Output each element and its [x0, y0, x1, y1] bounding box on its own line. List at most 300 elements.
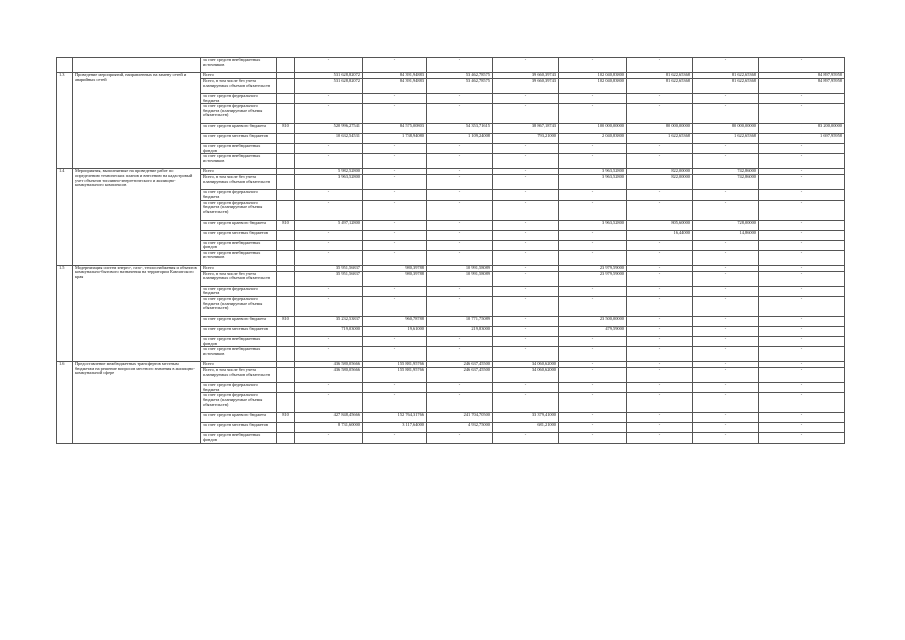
- section-number: 1.4: [57, 169, 73, 265]
- amount-cell: -: [295, 94, 363, 104]
- amount-cell: -: [559, 423, 627, 433]
- amount-cell: 742,86000: [693, 175, 759, 190]
- amount-cell: 102 040,83800: [559, 73, 627, 79]
- amount-cell: -: [493, 240, 559, 250]
- amount-cell: -: [759, 423, 845, 433]
- amount-cell: 10 991,58089: [427, 265, 493, 271]
- amount-cell: -: [363, 200, 427, 220]
- amount-cell: -: [627, 200, 693, 220]
- amount-cell: -: [627, 413, 693, 423]
- amount-cell: 822,00000: [627, 175, 693, 190]
- amount-cell: 681,21000: [493, 423, 559, 433]
- amount-cell: -: [759, 393, 845, 413]
- amount-cell: -: [295, 383, 363, 393]
- amount-cell: -: [759, 190, 845, 200]
- amount-cell: 81 622,65368: [693, 73, 759, 79]
- amount-cell: -: [427, 433, 493, 443]
- amount-cell: 34 060,62000: [493, 362, 559, 368]
- funding-source: за счет средств местных бюджетов: [201, 326, 277, 336]
- amount-cell: -: [627, 362, 693, 368]
- amount-cell: -: [493, 200, 559, 220]
- amount-cell: -: [559, 200, 627, 220]
- budget-code: [277, 144, 295, 154]
- budget-code: [277, 104, 295, 124]
- amount-cell: -: [559, 94, 627, 104]
- amount-cell: -: [759, 265, 845, 271]
- amount-cell: 35 951,56837: [295, 271, 363, 286]
- amount-cell: 38 867,18743: [493, 124, 559, 134]
- funding-source: за счет средств внебюджетных фондов: [201, 144, 277, 154]
- budget-code: [277, 393, 295, 413]
- amount-cell: 53 462,78575: [427, 73, 493, 79]
- budget-code: [277, 175, 295, 190]
- amount-cell: 10 632,54531: [295, 134, 363, 144]
- amount-cell: -: [559, 58, 627, 73]
- amount-cell: 35 951,56837: [295, 265, 363, 271]
- funding-source: за счет средств внебюджетных фондов: [201, 433, 277, 443]
- amount-cell: 436 580,05666: [295, 362, 363, 368]
- amount-cell: -: [493, 220, 559, 230]
- amount-cell: -: [559, 336, 627, 346]
- amount-cell: -: [759, 433, 845, 443]
- amount-cell: -: [493, 271, 559, 286]
- amount-cell: -: [759, 296, 845, 316]
- amount-cell: -: [627, 393, 693, 413]
- amount-cell: -: [363, 240, 427, 250]
- amount-cell: 81 622,65368: [693, 79, 759, 94]
- amount-cell: -: [693, 423, 759, 433]
- amount-cell: 84 897,95958: [759, 73, 845, 79]
- amount-cell: 10 991,58089: [427, 271, 493, 286]
- amount-cell: -: [693, 362, 759, 368]
- funding-source: за счет средств местных бюджетов: [201, 230, 277, 240]
- amount-cell: -: [693, 250, 759, 265]
- amount-cell: -: [427, 104, 493, 124]
- amount-cell: -: [493, 175, 559, 190]
- amount-cell: 219,83000: [427, 326, 493, 336]
- budget-code: [277, 433, 295, 443]
- amount-cell: 83 200,00000: [759, 124, 845, 134]
- amount-cell: -: [427, 58, 493, 73]
- amount-cell: -: [759, 104, 845, 124]
- funding-source: за счет средств федерального бюджета: [201, 190, 277, 200]
- amount-cell: 3 117,64000: [363, 423, 427, 433]
- amount-cell: -: [493, 296, 559, 316]
- amount-cell: -: [759, 316, 845, 326]
- amount-cell: 4 932,75000: [427, 423, 493, 433]
- amount-cell: 960,78788: [363, 316, 427, 326]
- amount-cell: -: [759, 286, 845, 296]
- amount-cell: 1 697,95958: [759, 134, 845, 144]
- amount-cell: -: [559, 413, 627, 423]
- amount-cell: -: [295, 154, 363, 169]
- amount-cell: -: [363, 230, 427, 240]
- amount-cell: -: [295, 286, 363, 296]
- amount-cell: 84 391,94883: [363, 79, 427, 94]
- amount-cell: 241 704,70500: [427, 413, 493, 423]
- amount-cell: -: [627, 423, 693, 433]
- amount-cell: 35 232,53837: [295, 316, 363, 326]
- amount-cell: 3 963,52800: [559, 175, 627, 190]
- amount-cell: -: [493, 94, 559, 104]
- amount-cell: 23 979,59000: [559, 271, 627, 286]
- budget-code: [277, 296, 295, 316]
- amount-cell: 84 897,95958: [759, 79, 845, 94]
- amount-cell: -: [559, 250, 627, 265]
- section-name: Предоставление межбюджетных трансфертов местным бюджетам на решение вопросов местного значения в жилищно-коммунальной сфере: [73, 362, 201, 443]
- amount-cell: -: [363, 250, 427, 265]
- amount-cell: -: [427, 383, 493, 393]
- amount-cell: -: [627, 368, 693, 383]
- amount-cell: -: [427, 169, 493, 175]
- amount-cell: -: [693, 94, 759, 104]
- amount-cell: 822,00000: [627, 169, 693, 175]
- amount-cell: -: [363, 336, 427, 346]
- amount-cell: -: [627, 286, 693, 296]
- amount-cell: 84 575,00803: [363, 124, 427, 134]
- amount-cell: -: [693, 286, 759, 296]
- amount-cell: -: [363, 190, 427, 200]
- amount-cell: -: [363, 94, 427, 104]
- budget-code: [277, 423, 295, 433]
- section-number: 1.5: [57, 265, 73, 361]
- budget-code: [277, 230, 295, 240]
- amount-cell: -: [493, 230, 559, 240]
- amount-cell: 33 379,41000: [493, 413, 559, 423]
- section-number: [57, 58, 73, 73]
- amount-cell: -: [759, 413, 845, 423]
- amount-cell: 155 881,95766: [363, 368, 427, 383]
- funding-source: за счет средств федерального бюджета: [201, 94, 277, 104]
- amount-cell: -: [627, 104, 693, 124]
- amount-cell: -: [693, 296, 759, 316]
- amount-cell: -: [295, 433, 363, 443]
- budget-code: 810: [277, 124, 295, 134]
- budget-code: 810: [277, 316, 295, 326]
- funding-source: за счет средств краевого бюджета: [201, 220, 277, 230]
- amount-cell: 16,44000: [627, 230, 693, 240]
- amount-cell: -: [427, 347, 493, 362]
- budget-code: [277, 190, 295, 200]
- funding-source: за счет средств краевого бюджета: [201, 316, 277, 326]
- funding-source: за счет средств федерального бюджета (планируемые объемы обязательств): [201, 104, 277, 124]
- amount-cell: 155 881,95766: [363, 362, 427, 368]
- amount-cell: 520 996,27541: [295, 124, 363, 134]
- budget-code: [277, 94, 295, 104]
- amount-cell: 719,03000: [295, 326, 363, 336]
- amount-cell: -: [627, 240, 693, 250]
- amount-cell: -: [759, 250, 845, 265]
- amount-cell: -: [295, 393, 363, 413]
- amount-cell: -: [627, 271, 693, 286]
- amount-cell: -: [627, 144, 693, 154]
- amount-cell: -: [627, 347, 693, 362]
- amount-cell: -: [559, 240, 627, 250]
- budget-code: [277, 336, 295, 346]
- funding-source: за счет средств федерального бюджета: [201, 286, 277, 296]
- amount-cell: -: [493, 144, 559, 154]
- amount-cell: -: [693, 265, 759, 271]
- budget-code: [277, 368, 295, 383]
- amount-cell: 980,39788: [363, 265, 427, 271]
- amount-cell: 531 628,82072: [295, 73, 363, 79]
- amount-cell: 81 622,65368: [627, 79, 693, 94]
- amount-cell: 80 000,00000: [627, 124, 693, 134]
- amount-cell: -: [493, 169, 559, 175]
- funding-source: Всего: [201, 362, 277, 368]
- funding-source: за счет средств федерального бюджета: [201, 383, 277, 393]
- amount-cell: -: [559, 296, 627, 316]
- budget-code: 810: [277, 220, 295, 230]
- amount-cell: -: [693, 368, 759, 383]
- amount-cell: 84 391,94883: [363, 73, 427, 79]
- amount-cell: 1 738,94080: [363, 134, 427, 144]
- amount-cell: -: [427, 154, 493, 169]
- amount-cell: -: [693, 240, 759, 250]
- amount-cell: 14,86000: [693, 230, 759, 240]
- amount-cell: 427 848,45666: [295, 413, 363, 423]
- funding-source: за счет средств местных бюджетов: [201, 423, 277, 433]
- amount-cell: -: [559, 104, 627, 124]
- amount-cell: -: [295, 347, 363, 362]
- amount-cell: -: [627, 316, 693, 326]
- amount-cell: -: [559, 286, 627, 296]
- amount-cell: -: [427, 286, 493, 296]
- funding-source: Всего: [201, 265, 277, 271]
- budget-code: [277, 154, 295, 169]
- funding-source: за счет средств внебюджетных источников: [201, 58, 277, 73]
- funding-source: за счет средств федерального бюджета (планируемые объемы обязательств): [201, 393, 277, 413]
- amount-cell: -: [363, 144, 427, 154]
- amount-cell: -: [693, 316, 759, 326]
- amount-cell: -: [493, 250, 559, 265]
- section-name: Модернизация систем энерго-, газо-, теплоснабжения и объектов коммунально-бытового назначения на территории Камчатского края: [73, 265, 201, 361]
- amount-cell: -: [759, 347, 845, 362]
- table-row: [57, 58, 845, 73]
- amount-cell: 1 622,65368: [627, 134, 693, 144]
- amount-cell: -: [759, 240, 845, 250]
- amount-cell: 5 497,12800: [295, 220, 363, 230]
- funding-source: Всего, в том числе без учета планируемых объемов обязательств: [201, 368, 277, 383]
- amount-cell: -: [295, 104, 363, 124]
- amount-cell: -: [427, 336, 493, 346]
- amount-cell: 39 660,39743: [493, 79, 559, 94]
- amount-cell: -: [559, 144, 627, 154]
- amount-cell: -: [693, 200, 759, 220]
- budget-code: [277, 200, 295, 220]
- amount-cell: 100 000,00000: [559, 124, 627, 134]
- amount-cell: 5 982,52800: [295, 169, 363, 175]
- amount-cell: -: [493, 154, 559, 169]
- budget-code: [277, 286, 295, 296]
- amount-cell: 152 764,31766: [363, 413, 427, 423]
- amount-cell: -: [759, 336, 845, 346]
- amount-cell: 54 353,71615: [427, 124, 493, 134]
- amount-cell: -: [427, 240, 493, 250]
- amount-cell: -: [427, 200, 493, 220]
- amount-cell: -: [559, 190, 627, 200]
- amount-cell: -: [363, 433, 427, 443]
- amount-cell: -: [363, 220, 427, 230]
- amount-cell: 3 963,52800: [559, 220, 627, 230]
- amount-cell: -: [493, 383, 559, 393]
- amount-cell: 436 580,05666: [295, 368, 363, 383]
- amount-cell: -: [427, 230, 493, 240]
- amount-cell: 80 000,00000: [693, 124, 759, 134]
- amount-cell: -: [693, 271, 759, 286]
- funding-source: за счет средств внебюджетных источников: [201, 250, 277, 265]
- amount-cell: 742,86000: [693, 169, 759, 175]
- amount-cell: -: [559, 362, 627, 368]
- amount-cell: -: [759, 154, 845, 169]
- amount-cell: -: [493, 326, 559, 336]
- amount-cell: -: [295, 250, 363, 265]
- amount-cell: 246 637,45500: [427, 362, 493, 368]
- amount-cell: -: [627, 383, 693, 393]
- amount-cell: -: [759, 326, 845, 336]
- amount-cell: -: [627, 433, 693, 443]
- amount-cell: -: [627, 336, 693, 346]
- amount-cell: 246 637,45500: [427, 368, 493, 383]
- amount-cell: 3 963,52800: [295, 175, 363, 190]
- amount-cell: -: [759, 368, 845, 383]
- funding-source: Всего, в том числе без учета планируемых объемов обязательств: [201, 79, 277, 94]
- funding-source: за счет средств внебюджетных источников: [201, 347, 277, 362]
- amount-cell: -: [295, 58, 363, 73]
- amount-cell: -: [627, 250, 693, 265]
- amount-cell: -: [693, 433, 759, 443]
- amount-cell: 728,00000: [693, 220, 759, 230]
- amount-cell: -: [759, 94, 845, 104]
- amount-cell: -: [493, 393, 559, 413]
- amount-cell: -: [493, 336, 559, 346]
- table-body: [57, 58, 845, 444]
- section-number: 1.3: [57, 73, 73, 169]
- amount-cell: -: [693, 393, 759, 413]
- amount-cell: 531 628,82072: [295, 79, 363, 94]
- funding-source: за счет средств внебюджетных источников: [201, 154, 277, 169]
- amount-cell: -: [759, 362, 845, 368]
- budget-code: 810: [277, 413, 295, 423]
- amount-cell: -: [493, 433, 559, 443]
- funding-source: Всего, в том числе без учета планируемых объемов обязательств: [201, 175, 277, 190]
- amount-cell: -: [759, 175, 845, 190]
- amount-cell: -: [493, 58, 559, 73]
- amount-cell: -: [295, 200, 363, 220]
- amount-cell: -: [493, 347, 559, 362]
- budget-code: [277, 383, 295, 393]
- budget-code: [277, 134, 295, 144]
- amount-cell: 3 963,52800: [559, 169, 627, 175]
- budget-code: [277, 58, 295, 73]
- amount-cell: -: [295, 230, 363, 240]
- amount-cell: -: [427, 175, 493, 190]
- amount-cell: -: [759, 169, 845, 175]
- budget-code: [277, 347, 295, 362]
- amount-cell: -: [427, 190, 493, 200]
- amount-cell: 10 771,75089: [427, 316, 493, 326]
- amount-cell: -: [363, 104, 427, 124]
- section-name: Мероприятия, выполняемые на проведение работ по определению технических планов и внесению на кадастровый учет объектов топливно-энергетического и жилищно-коммунального комплексов: [73, 169, 201, 265]
- amount-cell: -: [759, 220, 845, 230]
- amount-cell: -: [559, 433, 627, 443]
- amount-cell: -: [427, 296, 493, 316]
- amount-cell: -: [693, 154, 759, 169]
- amount-cell: -: [759, 271, 845, 286]
- amount-cell: -: [627, 58, 693, 73]
- amount-cell: -: [295, 144, 363, 154]
- funding-source: за счет средств федерального бюджета (планируемые объемы обязательств): [201, 200, 277, 220]
- amount-cell: -: [427, 393, 493, 413]
- amount-cell: 53 462,78575: [427, 79, 493, 94]
- amount-cell: -: [427, 144, 493, 154]
- amount-cell: -: [363, 169, 427, 175]
- amount-cell: 23 979,59000: [559, 265, 627, 271]
- amount-cell: 39 660,39743: [493, 73, 559, 79]
- amount-cell: -: [363, 175, 427, 190]
- amount-cell: -: [627, 154, 693, 169]
- amount-cell: 102 040,83800: [559, 79, 627, 94]
- amount-cell: -: [363, 383, 427, 393]
- amount-cell: -: [493, 190, 559, 200]
- amount-cell: -: [363, 58, 427, 73]
- amount-cell: 8 731,60000: [295, 423, 363, 433]
- amount-cell: -: [559, 393, 627, 413]
- amount-cell: -: [693, 190, 759, 200]
- budget-table: [56, 57, 845, 444]
- amount-cell: -: [363, 154, 427, 169]
- amount-cell: 980,39788: [363, 271, 427, 286]
- amount-cell: 1 622,65368: [693, 134, 759, 144]
- amount-cell: -: [559, 383, 627, 393]
- amount-cell: -: [559, 154, 627, 169]
- amount-cell: 805,60000: [627, 220, 693, 230]
- amount-cell: 793,21000: [493, 134, 559, 144]
- amount-cell: 81 622,65368: [627, 73, 693, 79]
- amount-cell: -: [693, 58, 759, 73]
- amount-cell: -: [493, 104, 559, 124]
- amount-cell: 479,59000: [559, 326, 627, 336]
- budget-code: [277, 240, 295, 250]
- amount-cell: -: [759, 58, 845, 73]
- budget-code: [277, 271, 295, 286]
- amount-cell: -: [295, 190, 363, 200]
- section-number: 1.6: [57, 362, 73, 443]
- amount-cell: -: [693, 336, 759, 346]
- section-name: [73, 58, 201, 73]
- amount-cell: -: [559, 230, 627, 240]
- amount-cell: -: [627, 326, 693, 336]
- funding-source: за счет средств краевого бюджета: [201, 124, 277, 134]
- amount-cell: -: [493, 265, 559, 271]
- amount-cell: -: [363, 296, 427, 316]
- amount-cell: -: [295, 296, 363, 316]
- amount-cell: -: [295, 240, 363, 250]
- funding-source: Всего, в том числе без учета планируемых объемов обязательств: [201, 271, 277, 286]
- budget-code: [277, 250, 295, 265]
- amount-cell: -: [693, 144, 759, 154]
- amount-cell: -: [559, 347, 627, 362]
- amount-cell: 2 040,83800: [559, 134, 627, 144]
- amount-cell: 23 500,00000: [559, 316, 627, 326]
- amount-cell: -: [759, 144, 845, 154]
- amount-cell: -: [759, 230, 845, 240]
- amount-cell: -: [295, 336, 363, 346]
- amount-cell: -: [427, 94, 493, 104]
- budget-table-page: [56, 57, 842, 444]
- amount-cell: -: [559, 368, 627, 383]
- amount-cell: -: [693, 413, 759, 423]
